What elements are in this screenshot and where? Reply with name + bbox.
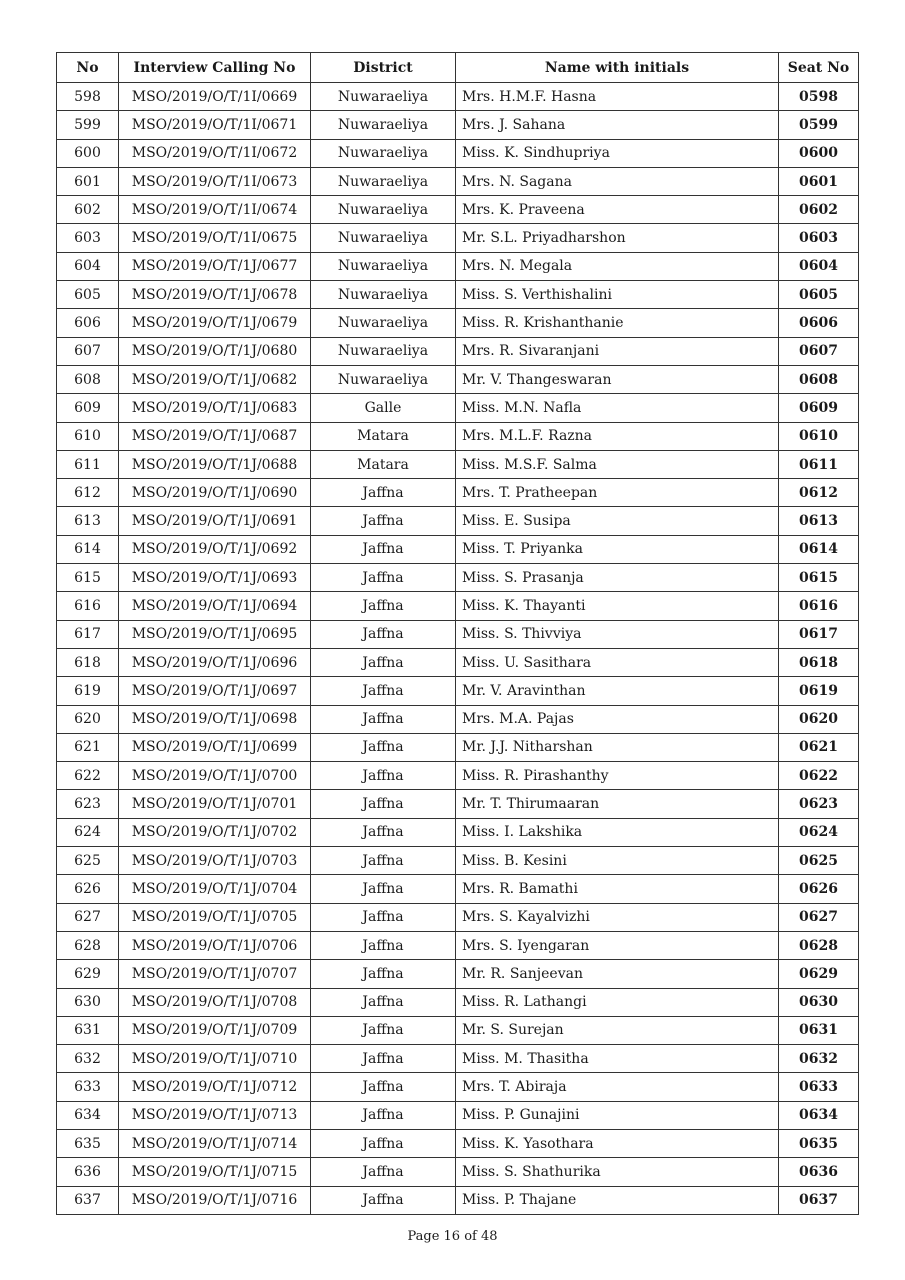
cell-district: Jaffna bbox=[311, 931, 456, 959]
cell-district: Jaffna bbox=[311, 988, 456, 1016]
cell-interview-calling-no: MSO/2019/O/T/1I/0672 bbox=[119, 139, 311, 167]
cell-no: 614 bbox=[57, 535, 119, 563]
cell-district: Jaffna bbox=[311, 1186, 456, 1214]
cell-no: 607 bbox=[57, 337, 119, 365]
cell-district: Jaffna bbox=[311, 790, 456, 818]
cell-seat-no: 0614 bbox=[779, 535, 859, 563]
table-row bbox=[57, 733, 859, 761]
cell-no: 606 bbox=[57, 309, 119, 337]
cell-district: Jaffna bbox=[311, 535, 456, 563]
cell-seat-no: 0610 bbox=[779, 422, 859, 450]
cell-seat-no: 0612 bbox=[779, 479, 859, 507]
table-row bbox=[57, 281, 859, 309]
cell-no: 612 bbox=[57, 479, 119, 507]
cell-no: 600 bbox=[57, 139, 119, 167]
cell-seat-no: 0618 bbox=[779, 648, 859, 676]
cell-district: Jaffna bbox=[311, 648, 456, 676]
cell-no: 619 bbox=[57, 677, 119, 705]
cell-district: Nuwaraeliya bbox=[311, 196, 456, 224]
cell-no: 603 bbox=[57, 224, 119, 252]
cell-interview-calling-no: MSO/2019/O/T/1J/0691 bbox=[119, 507, 311, 535]
cell-seat-no: 0607 bbox=[779, 337, 859, 365]
cell-no: 634 bbox=[57, 1101, 119, 1129]
cell-district: Nuwaraeliya bbox=[311, 139, 456, 167]
cell-no: 631 bbox=[57, 1016, 119, 1044]
table-row bbox=[57, 309, 859, 337]
cell-seat-no: 0616 bbox=[779, 592, 859, 620]
cell-interview-calling-no: MSO/2019/O/T/1J/0693 bbox=[119, 564, 311, 592]
cell-interview-calling-no: MSO/2019/O/T/1J/0692 bbox=[119, 535, 311, 563]
cell-name: Mrs. S. Iyengaran bbox=[456, 931, 779, 959]
cell-name: Miss. K. Sindhupriya bbox=[456, 139, 779, 167]
candidate-table bbox=[56, 52, 859, 1215]
cell-seat-no: 0622 bbox=[779, 762, 859, 790]
header-no: No bbox=[57, 53, 119, 83]
table-row bbox=[57, 960, 859, 988]
header-interview-calling-no: Interview Calling No bbox=[119, 53, 311, 83]
table-row bbox=[57, 394, 859, 422]
cell-seat-no: 0608 bbox=[779, 365, 859, 393]
cell-district: Nuwaraeliya bbox=[311, 83, 456, 111]
cell-district: Nuwaraeliya bbox=[311, 111, 456, 139]
cell-district: Nuwaraeliya bbox=[311, 281, 456, 309]
table-row bbox=[57, 620, 859, 648]
cell-seat-no: 0611 bbox=[779, 450, 859, 478]
cell-interview-calling-no: MSO/2019/O/T/1I/0674 bbox=[119, 196, 311, 224]
cell-name: Mr. J.J. Nitharshan bbox=[456, 733, 779, 761]
cell-interview-calling-no: MSO/2019/O/T/1I/0671 bbox=[119, 111, 311, 139]
cell-name: Miss. M. Thasitha bbox=[456, 1045, 779, 1073]
cell-district: Jaffna bbox=[311, 960, 456, 988]
cell-name: Mrs. R. Sivaranjani bbox=[456, 337, 779, 365]
cell-interview-calling-no: MSO/2019/O/T/1J/0710 bbox=[119, 1045, 311, 1073]
cell-no: 599 bbox=[57, 111, 119, 139]
cell-seat-no: 0600 bbox=[779, 139, 859, 167]
cell-name: Miss. M.S.F. Salma bbox=[456, 450, 779, 478]
table-row bbox=[57, 875, 859, 903]
table-row bbox=[57, 450, 859, 478]
cell-name: Mrs. T. Pratheepan bbox=[456, 479, 779, 507]
table-header bbox=[57, 53, 859, 83]
table-row bbox=[57, 988, 859, 1016]
cell-no: 632 bbox=[57, 1045, 119, 1073]
cell-name: Miss. S. Shathurika bbox=[456, 1158, 779, 1186]
cell-seat-no: 0621 bbox=[779, 733, 859, 761]
cell-no: 608 bbox=[57, 365, 119, 393]
cell-interview-calling-no: MSO/2019/O/T/1J/0698 bbox=[119, 705, 311, 733]
cell-district: Nuwaraeliya bbox=[311, 365, 456, 393]
cell-no: 617 bbox=[57, 620, 119, 648]
cell-seat-no: 0619 bbox=[779, 677, 859, 705]
cell-seat-no: 0633 bbox=[779, 1073, 859, 1101]
cell-no: 602 bbox=[57, 196, 119, 224]
cell-seat-no: 0632 bbox=[779, 1045, 859, 1073]
table-body bbox=[57, 83, 859, 1215]
cell-district: Jaffna bbox=[311, 1073, 456, 1101]
table-row bbox=[57, 648, 859, 676]
header-seat-no: Seat No bbox=[779, 53, 859, 83]
cell-name: Mrs. R. Bamathi bbox=[456, 875, 779, 903]
cell-no: 611 bbox=[57, 450, 119, 478]
page-number: Page 16 of 48 bbox=[407, 1229, 498, 1244]
cell-interview-calling-no: MSO/2019/O/T/1J/0678 bbox=[119, 281, 311, 309]
cell-district: Jaffna bbox=[311, 705, 456, 733]
cell-name: Miss. R. Krishanthanie bbox=[456, 309, 779, 337]
table-row bbox=[57, 931, 859, 959]
cell-no: 613 bbox=[57, 507, 119, 535]
cell-seat-no: 0617 bbox=[779, 620, 859, 648]
cell-district: Jaffna bbox=[311, 903, 456, 931]
cell-no: 628 bbox=[57, 931, 119, 959]
cell-name: Mrs. H.M.F. Hasna bbox=[456, 83, 779, 111]
cell-district: Jaffna bbox=[311, 479, 456, 507]
cell-interview-calling-no: MSO/2019/O/T/1I/0669 bbox=[119, 83, 311, 111]
table-row bbox=[57, 1073, 859, 1101]
table-row bbox=[57, 564, 859, 592]
cell-name: Mr. R. Sanjeevan bbox=[456, 960, 779, 988]
cell-no: 633 bbox=[57, 1073, 119, 1101]
cell-district: Nuwaraeliya bbox=[311, 309, 456, 337]
cell-no: 605 bbox=[57, 281, 119, 309]
cell-interview-calling-no: MSO/2019/O/T/1J/0677 bbox=[119, 252, 311, 280]
cell-name: Miss. B. Kesini bbox=[456, 847, 779, 875]
cell-seat-no: 0625 bbox=[779, 847, 859, 875]
table-row bbox=[57, 1186, 859, 1214]
table-row bbox=[57, 422, 859, 450]
cell-name: Miss. R. Pirashanthy bbox=[456, 762, 779, 790]
cell-seat-no: 0634 bbox=[779, 1101, 859, 1129]
table-row bbox=[57, 83, 859, 111]
cell-seat-no: 0623 bbox=[779, 790, 859, 818]
cell-no: 624 bbox=[57, 818, 119, 846]
cell-name: Miss. S. Prasanja bbox=[456, 564, 779, 592]
table-row bbox=[57, 479, 859, 507]
cell-no: 623 bbox=[57, 790, 119, 818]
table-row bbox=[57, 507, 859, 535]
cell-no: 620 bbox=[57, 705, 119, 733]
cell-interview-calling-no: MSO/2019/O/T/1J/0713 bbox=[119, 1101, 311, 1129]
cell-seat-no: 0626 bbox=[779, 875, 859, 903]
cell-seat-no: 0636 bbox=[779, 1158, 859, 1186]
cell-interview-calling-no: MSO/2019/O/T/1J/0708 bbox=[119, 988, 311, 1016]
cell-interview-calling-no: MSO/2019/O/T/1J/0707 bbox=[119, 960, 311, 988]
cell-interview-calling-no: MSO/2019/O/T/1J/0700 bbox=[119, 762, 311, 790]
cell-seat-no: 0601 bbox=[779, 167, 859, 195]
cell-seat-no: 0605 bbox=[779, 281, 859, 309]
table-row bbox=[57, 1101, 859, 1129]
table-row bbox=[57, 1045, 859, 1073]
cell-no: 627 bbox=[57, 903, 119, 931]
table-row bbox=[57, 818, 859, 846]
cell-district: Galle bbox=[311, 394, 456, 422]
header-row bbox=[57, 53, 859, 83]
cell-no: 635 bbox=[57, 1129, 119, 1157]
cell-district: Jaffna bbox=[311, 847, 456, 875]
cell-interview-calling-no: MSO/2019/O/T/1J/0682 bbox=[119, 365, 311, 393]
cell-district: Nuwaraeliya bbox=[311, 167, 456, 195]
cell-interview-calling-no: MSO/2019/O/T/1J/0695 bbox=[119, 620, 311, 648]
cell-no: 629 bbox=[57, 960, 119, 988]
cell-seat-no: 0598 bbox=[779, 83, 859, 111]
cell-interview-calling-no: MSO/2019/O/T/1J/0699 bbox=[119, 733, 311, 761]
cell-name: Mrs. K. Praveena bbox=[456, 196, 779, 224]
cell-no: 616 bbox=[57, 592, 119, 620]
cell-district: Matara bbox=[311, 450, 456, 478]
table-row bbox=[57, 677, 859, 705]
cell-interview-calling-no: MSO/2019/O/T/1J/0688 bbox=[119, 450, 311, 478]
cell-no: 622 bbox=[57, 762, 119, 790]
table-row bbox=[57, 111, 859, 139]
table-row bbox=[57, 535, 859, 563]
cell-name: Mr. V. Aravinthan bbox=[456, 677, 779, 705]
cell-no: 630 bbox=[57, 988, 119, 1016]
cell-interview-calling-no: MSO/2019/O/T/1J/0683 bbox=[119, 394, 311, 422]
cell-name: Miss. T. Priyanka bbox=[456, 535, 779, 563]
cell-district: Jaffna bbox=[311, 677, 456, 705]
cell-seat-no: 0631 bbox=[779, 1016, 859, 1044]
cell-no: 598 bbox=[57, 83, 119, 111]
cell-interview-calling-no: MSO/2019/O/T/1J/0704 bbox=[119, 875, 311, 903]
cell-no: 604 bbox=[57, 252, 119, 280]
cell-district: Jaffna bbox=[311, 1158, 456, 1186]
cell-interview-calling-no: MSO/2019/O/T/1J/0714 bbox=[119, 1129, 311, 1157]
cell-seat-no: 0603 bbox=[779, 224, 859, 252]
cell-district: Jaffna bbox=[311, 1045, 456, 1073]
cell-name: Miss. U. Sasithara bbox=[456, 648, 779, 676]
cell-name: Miss. E. Susipa bbox=[456, 507, 779, 535]
cell-interview-calling-no: MSO/2019/O/T/1J/0680 bbox=[119, 337, 311, 365]
cell-name: Mrs. T. Abiraja bbox=[456, 1073, 779, 1101]
cell-district: Nuwaraeliya bbox=[311, 224, 456, 252]
table-row bbox=[57, 847, 859, 875]
cell-name: Miss. K. Yasothara bbox=[456, 1129, 779, 1157]
cell-name: Miss. I. Lakshika bbox=[456, 818, 779, 846]
table-row bbox=[57, 252, 859, 280]
cell-name: Miss. K. Thayanti bbox=[456, 592, 779, 620]
cell-seat-no: 0624 bbox=[779, 818, 859, 846]
cell-name: Mrs. J. Sahana bbox=[456, 111, 779, 139]
cell-district: Jaffna bbox=[311, 507, 456, 535]
cell-seat-no: 0606 bbox=[779, 309, 859, 337]
cell-no: 615 bbox=[57, 564, 119, 592]
cell-district: Jaffna bbox=[311, 592, 456, 620]
cell-interview-calling-no: MSO/2019/O/T/1J/0702 bbox=[119, 818, 311, 846]
cell-interview-calling-no: MSO/2019/O/T/1J/0694 bbox=[119, 592, 311, 620]
table-row bbox=[57, 790, 859, 818]
cell-interview-calling-no: MSO/2019/O/T/1J/0709 bbox=[119, 1016, 311, 1044]
table-row bbox=[57, 196, 859, 224]
cell-name: Mrs. N. Megala bbox=[456, 252, 779, 280]
cell-name: Miss. M.N. Nafla bbox=[456, 394, 779, 422]
cell-seat-no: 0609 bbox=[779, 394, 859, 422]
cell-interview-calling-no: MSO/2019/O/T/1J/0690 bbox=[119, 479, 311, 507]
cell-no: 625 bbox=[57, 847, 119, 875]
cell-seat-no: 0628 bbox=[779, 931, 859, 959]
cell-interview-calling-no: MSO/2019/O/T/1J/0701 bbox=[119, 790, 311, 818]
table-row bbox=[57, 903, 859, 931]
cell-district: Jaffna bbox=[311, 1101, 456, 1129]
cell-interview-calling-no: MSO/2019/O/T/1J/0687 bbox=[119, 422, 311, 450]
cell-name: Miss. S. Thivviya bbox=[456, 620, 779, 648]
table-row bbox=[57, 705, 859, 733]
cell-no: 618 bbox=[57, 648, 119, 676]
cell-district: Jaffna bbox=[311, 762, 456, 790]
cell-no: 637 bbox=[57, 1186, 119, 1214]
cell-seat-no: 0604 bbox=[779, 252, 859, 280]
cell-name: Mrs. M.L.F. Razna bbox=[456, 422, 779, 450]
table-row bbox=[57, 224, 859, 252]
cell-district: Jaffna bbox=[311, 733, 456, 761]
header-name-with-initials: Name with initials bbox=[456, 53, 779, 83]
cell-interview-calling-no: MSO/2019/O/T/1J/0696 bbox=[119, 648, 311, 676]
cell-name: Miss. P. Gunajini bbox=[456, 1101, 779, 1129]
cell-interview-calling-no: MSO/2019/O/T/1J/0697 bbox=[119, 677, 311, 705]
cell-no: 621 bbox=[57, 733, 119, 761]
cell-seat-no: 0627 bbox=[779, 903, 859, 931]
cell-seat-no: 0620 bbox=[779, 705, 859, 733]
cell-interview-calling-no: MSO/2019/O/T/1J/0703 bbox=[119, 847, 311, 875]
cell-interview-calling-no: MSO/2019/O/T/1J/0716 bbox=[119, 1186, 311, 1214]
cell-district: Nuwaraeliya bbox=[311, 252, 456, 280]
cell-district: Jaffna bbox=[311, 818, 456, 846]
cell-interview-calling-no: MSO/2019/O/T/1I/0673 bbox=[119, 167, 311, 195]
cell-district: Matara bbox=[311, 422, 456, 450]
cell-no: 601 bbox=[57, 167, 119, 195]
cell-seat-no: 0637 bbox=[779, 1186, 859, 1214]
cell-name: Mr. S.L. Priyadharshon bbox=[456, 224, 779, 252]
cell-interview-calling-no: MSO/2019/O/T/1J/0679 bbox=[119, 309, 311, 337]
cell-interview-calling-no: MSO/2019/O/T/1J/0712 bbox=[119, 1073, 311, 1101]
cell-name: Mrs. N. Sagana bbox=[456, 167, 779, 195]
cell-seat-no: 0613 bbox=[779, 507, 859, 535]
cell-no: 626 bbox=[57, 875, 119, 903]
cell-interview-calling-no: MSO/2019/O/T/1J/0715 bbox=[119, 1158, 311, 1186]
cell-name: Miss. S. Verthishalini bbox=[456, 281, 779, 309]
cell-district: Jaffna bbox=[311, 1129, 456, 1157]
cell-name: Mrs. S. Kayalvizhi bbox=[456, 903, 779, 931]
cell-interview-calling-no: MSO/2019/O/T/1I/0675 bbox=[119, 224, 311, 252]
cell-name: Miss. P. Thajane bbox=[456, 1186, 779, 1214]
cell-name: Mr. S. Surejan bbox=[456, 1016, 779, 1044]
table-row bbox=[57, 1016, 859, 1044]
table-row bbox=[57, 167, 859, 195]
cell-interview-calling-no: MSO/2019/O/T/1J/0705 bbox=[119, 903, 311, 931]
cell-name: Mr. V. Thangeswaran bbox=[456, 365, 779, 393]
cell-seat-no: 0630 bbox=[779, 988, 859, 1016]
cell-no: 610 bbox=[57, 422, 119, 450]
cell-no: 636 bbox=[57, 1158, 119, 1186]
table-row bbox=[57, 365, 859, 393]
cell-district: Jaffna bbox=[311, 875, 456, 903]
table-row bbox=[57, 337, 859, 365]
table-row bbox=[57, 592, 859, 620]
cell-seat-no: 0602 bbox=[779, 196, 859, 224]
cell-district: Nuwaraeliya bbox=[311, 337, 456, 365]
cell-district: Jaffna bbox=[311, 1016, 456, 1044]
table-row bbox=[57, 1158, 859, 1186]
cell-district: Jaffna bbox=[311, 620, 456, 648]
table-row bbox=[57, 762, 859, 790]
cell-seat-no: 0635 bbox=[779, 1129, 859, 1157]
cell-interview-calling-no: MSO/2019/O/T/1J/0706 bbox=[119, 931, 311, 959]
cell-seat-no: 0629 bbox=[779, 960, 859, 988]
cell-name: Mrs. M.A. Pajas bbox=[456, 705, 779, 733]
table-row bbox=[57, 139, 859, 167]
cell-seat-no: 0615 bbox=[779, 564, 859, 592]
cell-name: Mr. T. Thirumaaran bbox=[456, 790, 779, 818]
cell-no: 609 bbox=[57, 394, 119, 422]
cell-seat-no: 0599 bbox=[779, 111, 859, 139]
cell-name: Miss. R. Lathangi bbox=[456, 988, 779, 1016]
table-row bbox=[57, 1129, 859, 1157]
header-district: District bbox=[311, 53, 456, 83]
cell-district: Jaffna bbox=[311, 564, 456, 592]
